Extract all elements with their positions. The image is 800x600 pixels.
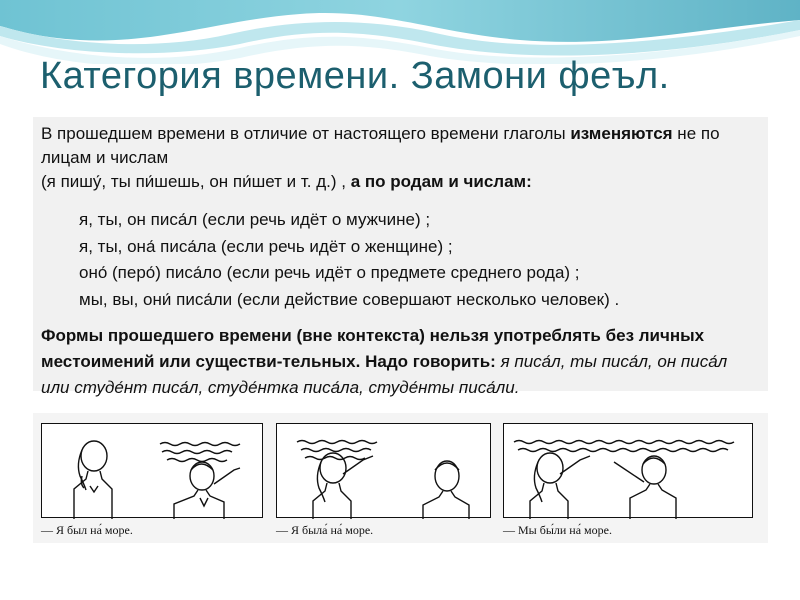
girl-pointing-drawing <box>277 424 492 519</box>
rule-note-italic: я писа́л, ты писа́л, он писа́л или студе́нт писа́л, студе́нтка писа́ла, студе́нты писа́ли. <box>41 352 728 397</box>
illustration-panel-2 <box>276 423 491 535</box>
boy-figure-icon <box>423 461 469 519</box>
rule-intro-bold-2: а по родам и числам: <box>350 172 532 191</box>
boy-figure-icon <box>174 462 240 519</box>
boy-figure-icon <box>614 456 676 519</box>
grammar-rule-image <box>33 117 768 397</box>
example-feminine: я, ты, она́ писа́ла (если речь идёт о женщине) ; <box>79 236 453 256</box>
illustration-strip <box>33 413 768 543</box>
slide-title: Категория времени. Замони феъл. <box>40 55 670 97</box>
caption-panel-1: — Я был на́ море. <box>41 523 133 537</box>
example-plural: мы, вы, они́ писа́ли (если действие совершают несколько человек) . <box>79 289 620 309</box>
rule-intro <box>41 122 760 194</box>
example-masculine: я, ты, он писа́л (если речь идёт о мужчине) ; <box>79 210 431 229</box>
caption-panel-3: — Мы бы́ли на́ море. <box>503 523 612 537</box>
girl-and-boy-drawing <box>42 424 264 519</box>
rule-note <box>41 323 760 401</box>
caption-panel-2: — Я была́ на́ море. <box>276 523 374 537</box>
rule-intro-text-2: не по лицам и числам <box>41 124 720 167</box>
rule-intro-bold-1: изменяются <box>570 124 673 143</box>
illustration-panel-1 <box>41 423 263 535</box>
girl-figure-icon <box>74 441 112 519</box>
rule-intro-text-3: (я пишу́, ты пи́шешь, он пи́шет и т. д.) , <box>41 172 351 191</box>
example-neuter: оно́ (перо́) писа́ло (если речь идёт о предмете среднего рода) ; <box>79 263 580 282</box>
rule-examples <box>79 207 760 313</box>
girl-figure-icon <box>530 453 590 519</box>
illustration-panel-3 <box>503 423 753 535</box>
rule-intro-text-1: В прошедшем времени в отличие от настоящего времени глаголы <box>41 124 571 143</box>
rule-note-bold: Формы прошедшего времени (вне контекста) нельзя употреблять без личных местоимений или существи-тельных. Надо говорить: <box>41 326 705 371</box>
both-pointing-drawing <box>504 424 754 519</box>
girl-figure-icon <box>313 453 373 519</box>
